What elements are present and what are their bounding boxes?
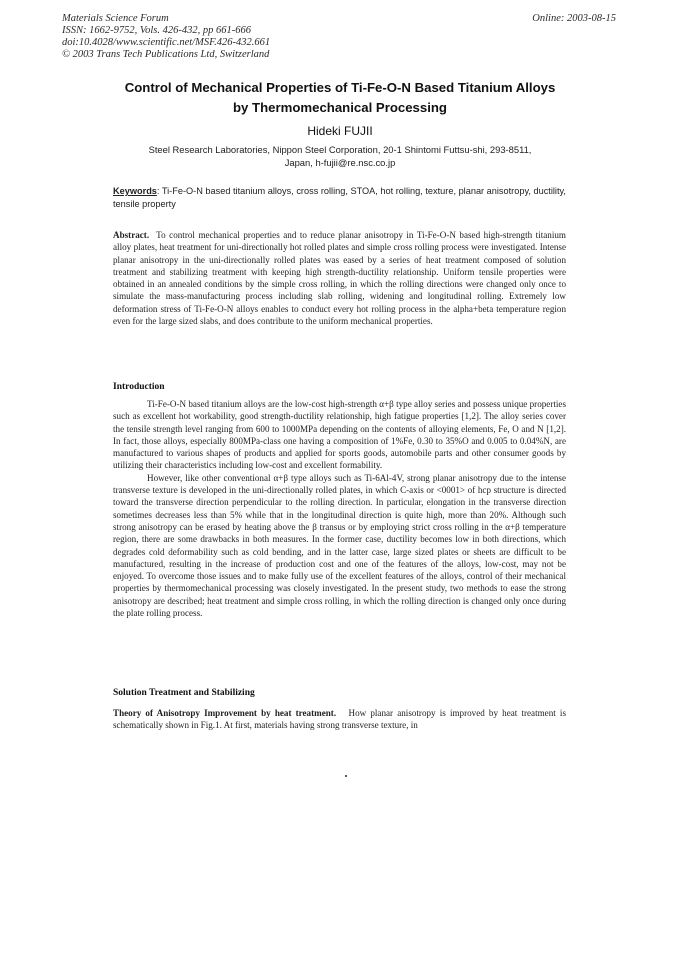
- author-name: Hideki FUJII: [307, 124, 373, 138]
- issn-line: ISSN: 1662-9752, Vols. 426-432, pp 661-666: [62, 25, 251, 36]
- introduction-heading: Introduction: [113, 382, 165, 392]
- title-line-1: Control of Mechanical Properties of Ti-Fe-O-N Based Titanium Alloys: [124, 80, 556, 95]
- doi-line[interactable]: doi:10.4028/www.scientific.net/MSF.426-432.661: [62, 37, 271, 48]
- affiliation-line-2: Japan, h-fujii@re.nsc.co.jp: [284, 156, 396, 168]
- journal-header: [62, 13, 270, 61]
- introduction-paragraph-1: Ti-Fe-O-N based titanium alloys are the low-cost high-strength α+β type alloy series and possess unique properties such as excellent hot workability, good strength-ductility relationship, high fatigue properties [1,2]. The alloy series cover the tensile strength level ranging from 600 to 1000MPa depending on the contents of alloying elements, Fe, O and N [1,2]. In fact, those alloys, especially 800MPa-class one having a composition of 1%Fe, 0.30 to 35%O and 0.005 to 0.04%N, are manufactured to various shapes of products and applied for sports goods, automobile parts and other consumer goods by utilizing their characteristics including low-cost and excellent formability.: [113, 399, 566, 471]
- introduction-paragraph-2: However, like other conventional α+β type alloys such as Ti-6Al-4V, strong planar anisotropy due to the intense transverse texture is developed in the uni-directionally rolled plates, in which C-axis or <0001> of hcp structure is directed toward the transverse direction perpendicular to the rolling direction. In particular, elongation in the transverse direction sometimes decreases less than 5% while that in the longitudinal direction is quite high, more than 20%. Although such strong anisotropy can be erased by heating above the β transus or by employing strict cross rolling in the α+β temperature region, there are some drawbacks in both measures. In the former case, ductility becomes low in both directions, which degrades cold deformability such as cold bending, and in the latter case, large sized plates or sheets are difficult to be manufactured, resulting in the increase of production cost and one of the features of the alloys, low-cost, may not be enjoyed. To overcome those issues and to make fully use of the excellent features of the alloys, control of their mechanical properties by thermomechanical processing was closely investigated. In the present study, two methods to ease the strong anisotropy are described; heat treatment and simple cross rolling, in which the rolling direction is changed only once during the plate rolling process.: [113, 472, 566, 619]
- keywords-label: Keywords: [113, 186, 157, 196]
- abstract-label: Abstract.: [113, 230, 150, 240]
- journal-name: Materials Science Forum: [62, 13, 169, 24]
- online-date: Online: 2003-08-15: [532, 13, 616, 24]
- solution-text: How planar anisotropy is improved by heat treatment is schematically shown in Fig.1. At first, materials having strong transverse texture, in: [113, 708, 566, 731]
- abstract: [113, 229, 566, 327]
- introduction-body: [113, 398, 566, 619]
- abstract-text: To control mechanical properties and to reduce planar anisotropy in Ti-Fe-O-N based high-strength titanium alloy plates, heat treatment for uni-directionally hot rolled plates and simple cross rolling process were investigated. Intense planar anisotropy in the uni-directionally rolled plates was eased by a series of heat treatment composed of solution treatment and stabilizing treatment with keeping high strength-ductility relationship. Uniform tensile properties were obtained in an annealed conditions by the simple cross rolling, in which the rolling directions were changed only once to simulate the mass-manufacturing process including slab rolling, widening and longitudinal rolling. Extremely low deformation stress of Ti-Fe-O-N alloys enables to conduct every hot rolling process in the alpha+beta temperature region even for the large sized slabs, and does contribute to the uniform mechanical properties.: [113, 230, 566, 327]
- solution-subheading: Theory of Anisotropy Improvement by heat treatment.: [113, 708, 337, 718]
- affiliation: [100, 144, 580, 169]
- keywords: [113, 185, 566, 210]
- solution-body: [113, 707, 566, 732]
- affiliation-line-1: Steel Research Laboratories, Nippon Steel Corporation, 20-1 Shintomi Futtsu-shi, 293-8511,: [148, 144, 532, 155]
- copyright-line: © 2003 Trans Tech Publications Ltd, Switzerland: [62, 49, 270, 60]
- keywords-text: : Ti-Fe-O-N based titanium alloys, cross rolling, STOA, hot rolling, texture, planar anisotropy, ductility, tensile property: [113, 186, 566, 209]
- page-speck: [345, 775, 347, 777]
- title-line-2: by Thermomechanical Processing: [232, 100, 447, 115]
- solution-heading: Solution Treatment and Stabilizing: [113, 688, 255, 698]
- paper-title: [60, 78, 620, 118]
